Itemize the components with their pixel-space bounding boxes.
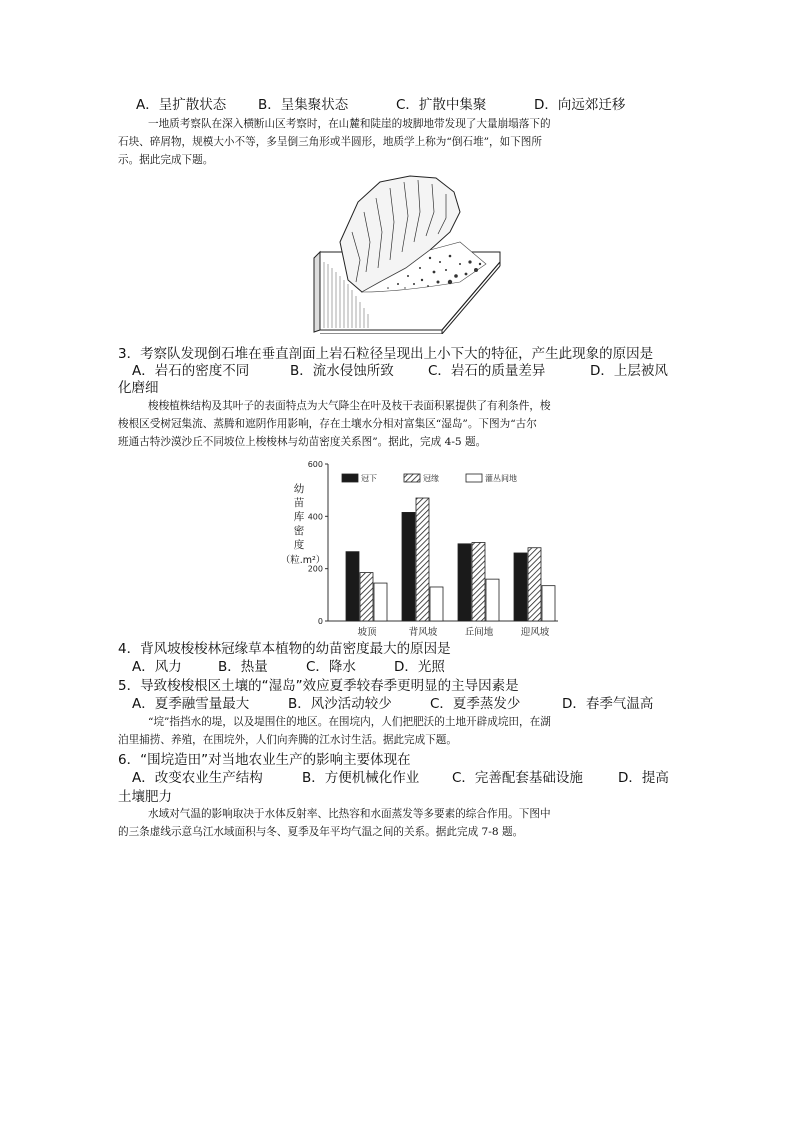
legend-label: 灌丛间地 <box>485 474 517 483</box>
y-tick-label: 200 <box>307 564 323 574</box>
legend-swatch <box>404 474 420 482</box>
q6-options <box>132 769 672 787</box>
q5-option-b: B．风沙活动较少 <box>288 696 392 712</box>
bar-冠下-迎风坡 <box>514 553 527 621</box>
bar-灌丛间地-迎风坡 <box>542 586 555 621</box>
q6-stem: 6．“围垸造田”对当地农业生产的影响主要体现在 <box>118 752 411 768</box>
option-a: A．呈扩散状态 <box>136 97 227 113</box>
q5-option-d: D．春季气温高 <box>562 696 654 712</box>
chart-ylabel-unit: （粒.m²） <box>280 555 326 566</box>
q3-stem: 3．考察队发现倒石堆在垂直剖面上岩石粒径呈现出上小下大的特征，产生此现象的原因是 <box>118 346 654 362</box>
legend-label: 冠下 <box>361 474 377 483</box>
legend-label: 冠缘 <box>423 474 439 483</box>
q5-stem: 5．导致梭梭根区土壤的“湿岛”效应夏季较春季更明显的主导因素是 <box>118 678 519 694</box>
q3-option-c: C．岩石的质量差异 <box>428 363 546 379</box>
y-tick-label: 400 <box>307 512 323 522</box>
passage2-line-2: 梭根区受树冠集流、蒸腾和遮阴作用影响，存在土壤水分相对富集区“湿岛”。下图为“古尔 <box>118 418 537 430</box>
passage3-line-1: “垸”指挡水的堤，以及堤围住的地区。在围垸内，人们把肥沃的土地开辟成垸田，在湖 <box>148 716 551 728</box>
y-tick-label: 0 <box>317 617 323 626</box>
q3-option-a: A．岩石的密度不同 <box>132 363 250 379</box>
q4-option-b: B．热量 <box>218 659 268 675</box>
q3-options <box>132 362 672 380</box>
seedling-density-chart <box>278 456 562 642</box>
q6-option-c: C．完善配套基础设施 <box>452 770 583 786</box>
passage4-line-2: 的三条虚线示意乌江水域面积与冬、夏季及年平均气温之间的关系。据此完成 7-8 题。 <box>118 826 524 838</box>
legend-swatch <box>342 474 358 482</box>
x-tick-label: 迎风坡 <box>520 627 550 638</box>
x-tick-label: 丘间地 <box>464 627 494 638</box>
q4-option-c: C．降水 <box>306 659 356 675</box>
bar-灌丛间地-背风坡 <box>430 587 443 621</box>
q6-option-b: B．方便机械化作业 <box>302 770 420 786</box>
passage3-line-2: 泊里捕捞、养殖，在围垸外，人们向奔腾的江水讨生活。据此完成下题。 <box>118 734 457 746</box>
bar-灌丛间地-坡顶 <box>374 583 387 621</box>
q5-options <box>132 695 672 713</box>
passage1-line-3: 示。据此完成下题。 <box>118 154 214 166</box>
passage1-line-1: 一地质考察队在深入横断山区考察时，在山麓和陡崖的坡脚地带发现了大量崩塌落下的 <box>148 118 551 130</box>
q4-stem: 4．背风坡梭梭林冠缘草本植物的幼苗密度最大的原因是 <box>118 641 451 657</box>
q3-option-d: D．上层被风 <box>590 363 668 379</box>
q3-option-d-wrap: 化磨细 <box>118 380 159 396</box>
bar-冠下-背风坡 <box>402 512 415 621</box>
bar-冠下-丘间地 <box>458 544 471 621</box>
q5-option-a: A．夏季融雪量最大 <box>132 696 250 712</box>
bar-冠下-坡顶 <box>346 552 359 621</box>
bar-冠缘-坡顶 <box>360 573 373 621</box>
q3-option-b: B．流水侵蚀所致 <box>290 363 394 379</box>
prev-question-options <box>136 96 656 114</box>
x-tick-label: 坡顶 <box>357 627 377 638</box>
q4-options <box>132 658 452 676</box>
x-tick-label: 背风坡 <box>408 627 438 638</box>
q4-option-d: D．光照 <box>394 659 445 675</box>
bar-冠缘-丘间地 <box>472 543 485 622</box>
chart-plot <box>278 456 562 642</box>
bar-灌丛间地-丘间地 <box>486 579 499 621</box>
q4-option-a: A．风力 <box>132 659 182 675</box>
q5-option-c: C．夏季蒸发少 <box>430 696 521 712</box>
q6-option-d: D．提高 <box>618 770 669 786</box>
passage2-line-3: 班通古特沙漠沙丘不同坡位上梭梭林与幼苗密度关系图”。据此，完成 4-5 题。 <box>118 436 487 448</box>
passage1-line-2: 石块、碎屑物，规模大小不等，多呈倒三角形或半圆形，地质学上称为“倒石堆”，如下图所 <box>118 136 542 148</box>
talus-diagram <box>310 172 506 334</box>
q6-option-d-wrap: 土壤肥力 <box>118 789 172 805</box>
bar-冠缘-背风坡 <box>416 498 429 621</box>
passage4-line-1: 水域对气温的影响取决于水体反射率、比热容和水面蒸发等多要素的综合作用。下图中 <box>148 808 551 820</box>
q6-option-a: A．改变农业生产结构 <box>132 770 263 786</box>
bar-冠缘-迎风坡 <box>528 548 541 621</box>
option-c: C．扩散中集聚 <box>396 97 487 113</box>
legend-swatch <box>466 474 482 482</box>
y-tick-label: 600 <box>307 460 323 469</box>
option-d: D．向远郊迁移 <box>534 97 626 113</box>
passage2-line-1: 梭梭植株结构及其叶子的表面特点为大气降尘在叶及枝干表面积累提供了有利条件，梭 <box>148 400 551 412</box>
chart-ylabel: 幼 苗 库 密 度 <box>293 483 305 551</box>
option-b: B．呈集聚状态 <box>258 97 349 113</box>
